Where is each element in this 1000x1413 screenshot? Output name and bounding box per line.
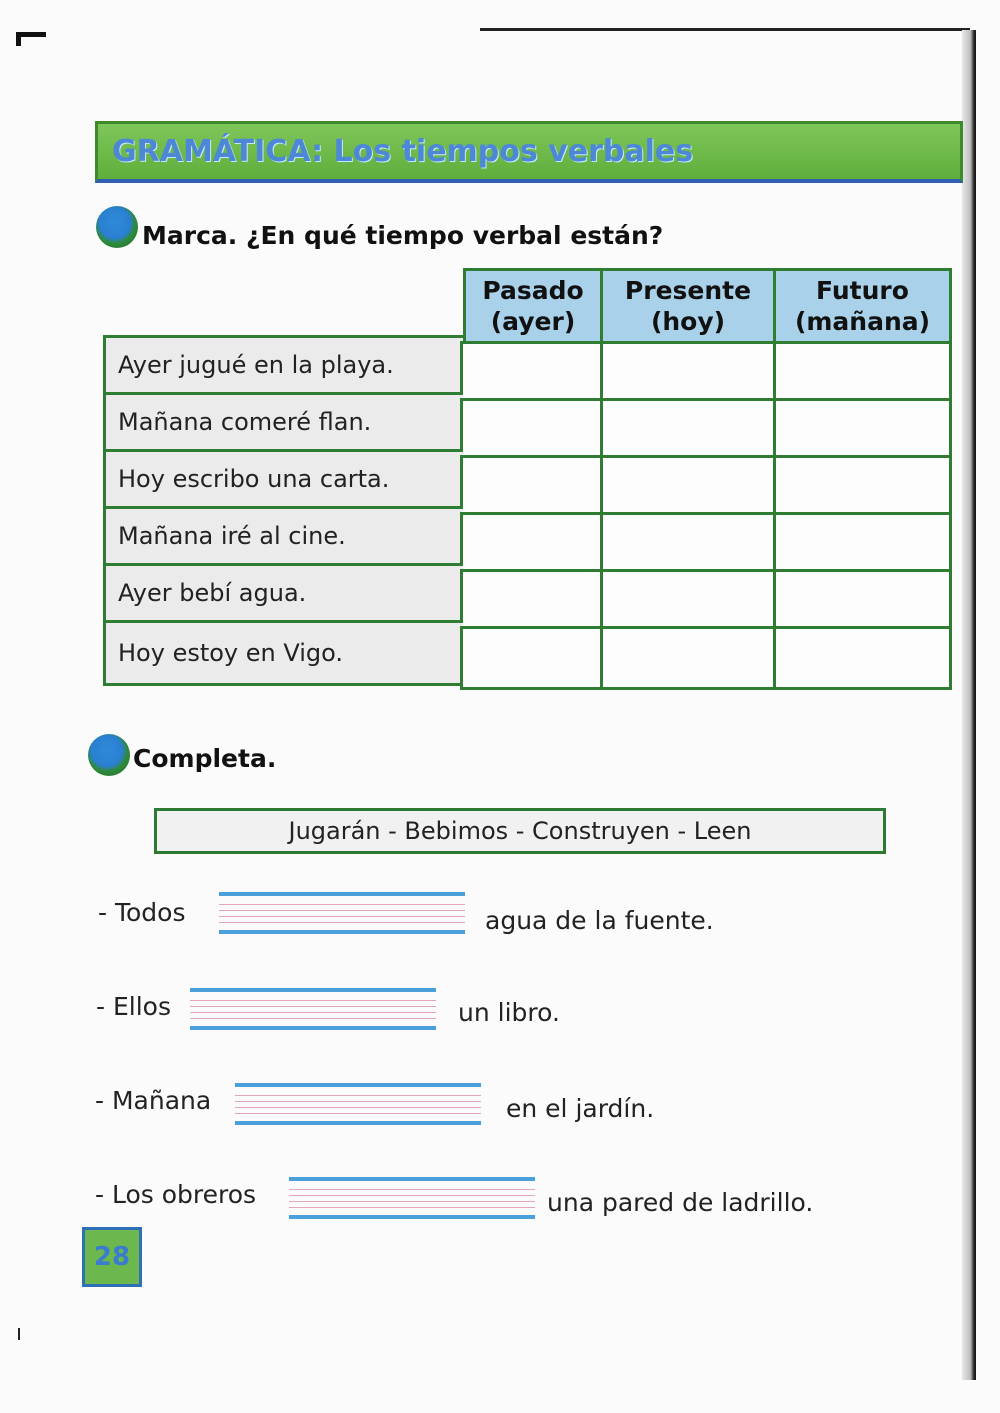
table-row-sentence: Mañana iré al cine. bbox=[103, 506, 463, 566]
page-title: GRAMÁTICA: Los tiempos verbales bbox=[112, 134, 694, 169]
sentence-subject: - Los obreros bbox=[95, 1180, 257, 1209]
table-row-sentence: Mañana comeré flan. bbox=[103, 392, 463, 452]
answer-cell-futuro[interactable] bbox=[773, 341, 952, 401]
answer-cell-futuro[interactable] bbox=[773, 398, 952, 458]
answer-cell-pasado[interactable] bbox=[460, 626, 603, 690]
table-row-sentence: Ayer bebí agua. bbox=[103, 563, 463, 623]
column-header-presente bbox=[600, 268, 776, 344]
fill-in-blank-2[interactable] bbox=[190, 988, 436, 1030]
page-number bbox=[82, 1227, 142, 1287]
answer-cell-futuro[interactable] bbox=[773, 455, 952, 515]
answer-cell-presente[interactable] bbox=[600, 341, 776, 401]
sentence-ending: una pared de ladrillo. bbox=[547, 1188, 814, 1217]
column-header-pasado bbox=[463, 268, 603, 344]
table-row-sentence: Hoy escribo una carta. bbox=[103, 449, 463, 509]
column-header-sublabel: (mañana) bbox=[794, 307, 931, 336]
fill-in-blank-3[interactable] bbox=[235, 1083, 481, 1125]
sentence-ending: agua de la fuente. bbox=[485, 906, 714, 935]
fill-in-blank-1[interactable] bbox=[219, 892, 465, 934]
exercise-2-bullet-icon bbox=[88, 734, 130, 776]
answer-cell-presente[interactable] bbox=[600, 626, 776, 690]
column-header-sublabel: (ayer) bbox=[490, 307, 576, 336]
column-header-label: Pasado bbox=[482, 276, 584, 305]
word-bank-text: Jugarán - Bebimos - Construyen - Leen bbox=[288, 817, 752, 845]
sentence-ending: un libro. bbox=[458, 998, 560, 1027]
column-header-futuro bbox=[773, 268, 952, 344]
page-number-text: 28 bbox=[93, 1242, 131, 1272]
sentence-subject: - Mañana bbox=[95, 1086, 212, 1115]
word-bank bbox=[154, 808, 886, 854]
top-edge-rule bbox=[480, 28, 970, 31]
column-header-label: Futuro bbox=[816, 276, 909, 305]
section-title-bar bbox=[95, 121, 963, 183]
sentence-subject: - Todos bbox=[98, 898, 186, 927]
table-row-sentence: Ayer jugué en la playa. bbox=[103, 335, 463, 395]
exercise-1-bullet-icon bbox=[96, 206, 138, 248]
column-header-sublabel: (hoy) bbox=[650, 307, 726, 336]
corner-crop-mark bbox=[16, 32, 46, 46]
answer-cell-pasado[interactable] bbox=[460, 398, 603, 458]
sentence-subject: - Ellos bbox=[96, 992, 171, 1021]
answer-cell-pasado[interactable] bbox=[460, 455, 603, 515]
margin-tick bbox=[18, 1328, 20, 1340]
exercise-2-instruction: Completa. bbox=[133, 744, 277, 773]
answer-cell-pasado[interactable] bbox=[460, 569, 603, 629]
table-row-sentence: Hoy estoy en Vigo. bbox=[103, 620, 463, 686]
answer-cell-presente[interactable] bbox=[600, 569, 776, 629]
sentence-ending: en el jardín. bbox=[506, 1094, 655, 1123]
exercise-1-instruction: Marca. ¿En qué tiempo verbal están? bbox=[142, 221, 664, 250]
column-header-label: Presente bbox=[624, 276, 752, 305]
fill-in-blank-4[interactable] bbox=[289, 1177, 535, 1219]
answer-cell-futuro[interactable] bbox=[773, 626, 952, 690]
answer-cell-pasado[interactable] bbox=[460, 341, 603, 401]
answer-cell-futuro[interactable] bbox=[773, 512, 952, 572]
answer-cell-futuro[interactable] bbox=[773, 569, 952, 629]
answer-cell-presente[interactable] bbox=[600, 455, 776, 515]
answer-cell-presente[interactable] bbox=[600, 512, 776, 572]
page-binding-edge bbox=[962, 30, 976, 1380]
verb-tense-table bbox=[100, 268, 952, 698]
answer-cell-presente[interactable] bbox=[600, 398, 776, 458]
answer-cell-pasado[interactable] bbox=[460, 512, 603, 572]
